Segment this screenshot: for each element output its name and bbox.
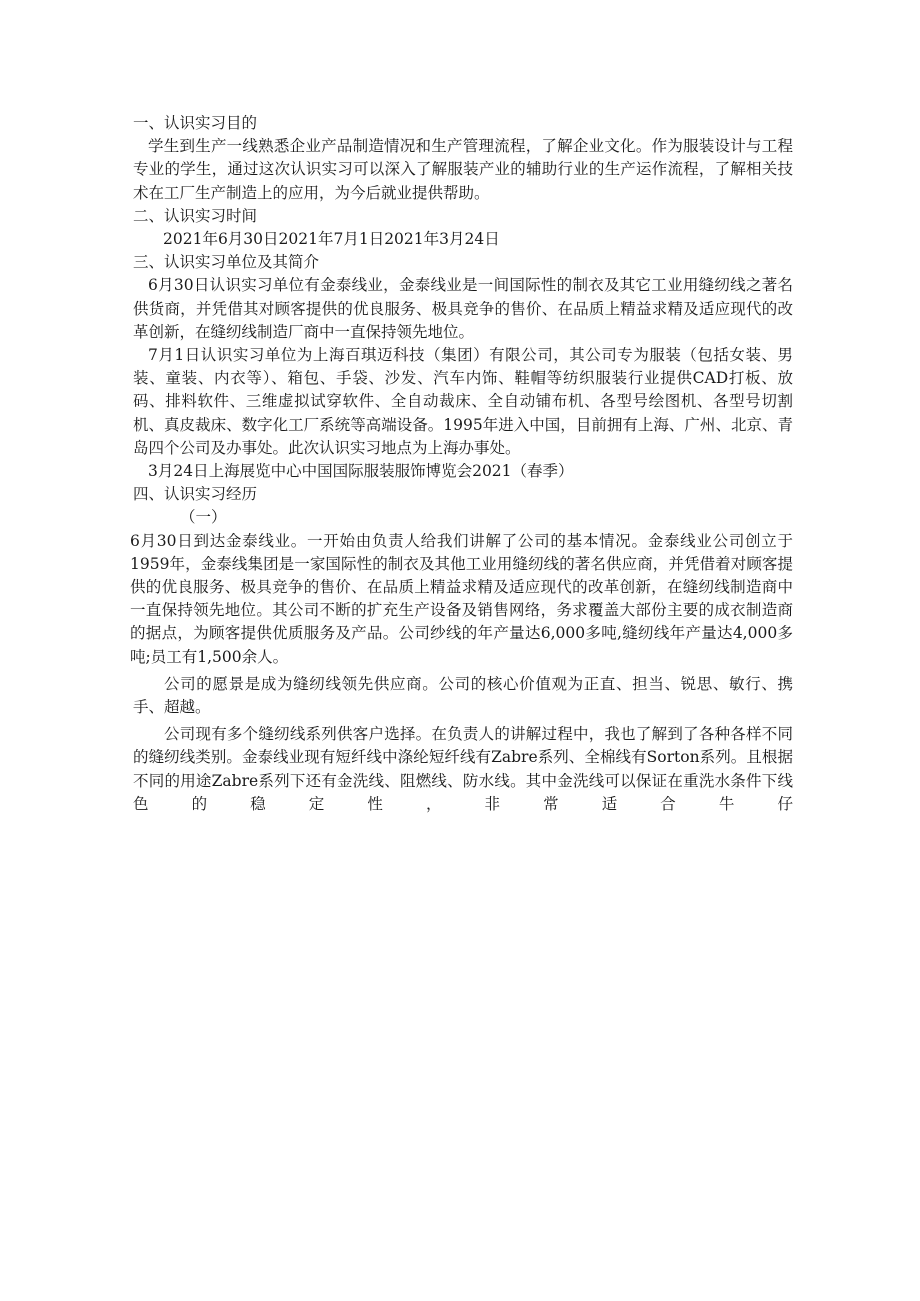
- section-heading-units: 三、认识实习单位及其简介: [133, 253, 320, 272]
- paragraph-unit-jintai: 6月30日认识实习单位有金泰线业，金泰线业是一间国际性的制衣及其它工业用缝纫线之著名供货商，并凭借其对顾客提供的优良服务、极具竞争的售价、在品质上精益求精及适应现代的改革创新，在缝纫线制造厂商中一直保持领先地位。: [133, 276, 793, 341]
- paragraph-unit-expo: 3月24日上海展览中心中国国际服装服饰博览会2021（春季）: [148, 462, 574, 481]
- subsection-marker: （一）: [180, 508, 227, 527]
- paragraph-experience-3: 公司现有多个缝纫线系列供客户选择。在负责人的讲解过程中，我也了解到了各种各样不同的缝纫线类别。金泰线业现有短纤线中涤纶短纤线有Zabre系列、全棉线有Sorton系列。且根据不同的用途Zabre系列下还有金洗线、阻燃线、防水线。其中金洗线可以保证在重洗水条件下线色的稳定性，非常适合牛仔: [133, 725, 793, 813]
- paragraph-experience-1: 6月30日到达金泰线业。一开始由负责人给我们讲解了公司的基本情况。金泰线业公司创立于1959年，金泰线集团是一家国际性的制衣及其他工业用缝纫线的著名供应商，并凭借着对顾客提供的优良服务、极具竞争的售价、在品质上精益求精及适应现代的改革创新，在缝纫线制造商中一直保持领先地位。其公司不断的扩充生产设备及销售网络，务求覆盖大部份主要的成衣制造商的据点，为顾客提供优质服务及产品。公司纱线的年产量达6,000多吨,缝纫线年产量达4,000多吨;员工有1,500余人。: [130, 531, 793, 666]
- document-body: [130, 112, 793, 816]
- paragraph-experience-2: 公司的愿景是成为缝纫线领先供应商。公司的核心价值观为正直、担当、锐思、敏行、携手、超越。: [133, 674, 793, 717]
- internship-dates: 2021年6月30日2021年7月1日2021年3月24日: [163, 230, 500, 249]
- section-heading-purpose: 一、认识实习目的: [133, 114, 258, 132]
- paragraph-unit-baiqimai: 7月1日认识实习单位为上海百琪迈科技（集团）有限公司，其公司专为服装（包括女装、男装、童装、内衣等）、箱包、手袋、沙发、汽车内饰、鞋帽等纺织服装行业提供CAD打板、放码、排料软件、三维虚拟试穿软件、全自动裁床、全自动铺布机、各型号绘图机、各型号切割机、真皮裁床、数字化工厂系统等高端设备。1995年进入中国，目前拥有上海、广州、北京、青岛四个公司及办事处。此次认识实习地点为上海办事处。: [133, 346, 793, 457]
- section-heading-time: 二、认识实习时间: [133, 206, 258, 225]
- section-heading-experience: 四、认识实习经历: [133, 485, 258, 504]
- paragraph-purpose: 学生到生产一线熟悉企业产品制造情况和生产管理流程，了解企业文化。作为服装设计与工程专业的学生，通过这次认识实习可以深入了解服装产业的辅助行业的生产运作流程，了解相关技术在工厂生产制造上的应用，为今后就业提供帮助。: [133, 137, 793, 202]
